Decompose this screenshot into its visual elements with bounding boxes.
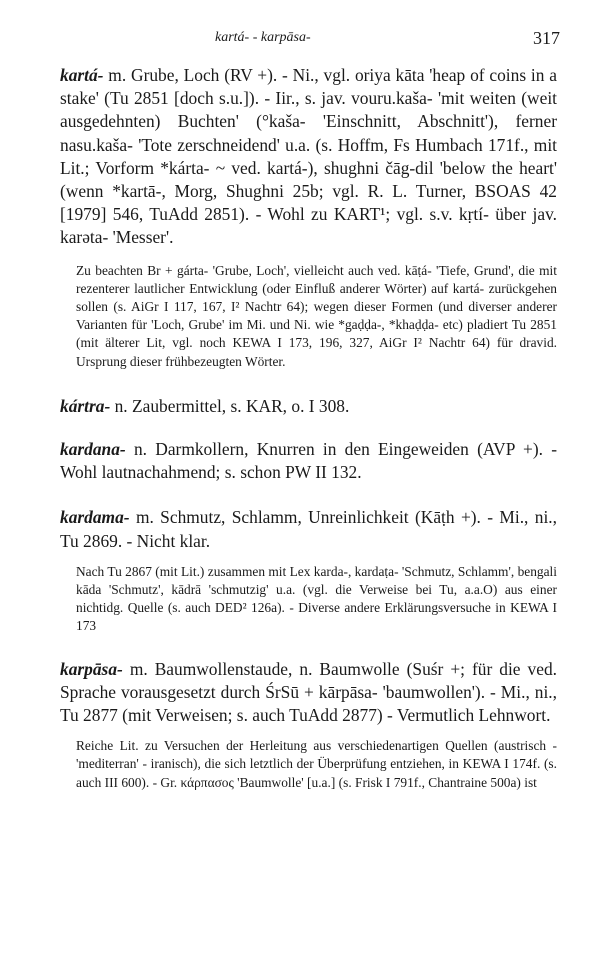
page-header	[60, 30, 560, 54]
entry-text: m. Grube, Loch (RV +). - Ni., vgl. oriya kāta 'heap of coins in a stake' (Tu 2851 [doch s.u.]). - Iir., s. jav. vouru.kaša- 'mit weiten (weit ausgedehnten) Buchten' (°kaša- 'Einschnitt, Abschnitt'), ferner nasu.kaša- 'Tote zerschneidend' u.a. (s. Hoffm, Fs Humbach 171f., mit Lit.; Vorform *kárta- ~ ved. kartá-), shughni čāg-dil 'below the heart' (wenn *kartā-, Morg, Shughni 25b; vgl. R. L. Turner, BSOAS 42 [1979] 546, TuAdd 2851). - Wohl zu KART¹; vgl. s.v. kṛtí- über jav. karəta- 'Messer'.	[60, 65, 557, 248]
entry-text: n. Darmkollern, Knurren in den Eingeweiden (AVP +). - Wohl lautnachahmend; s. schon PW II 132.	[60, 439, 557, 483]
entry-lemma: karpāsa-	[60, 658, 123, 679]
entry-body	[60, 64, 557, 250]
entry-lemma: kártra-	[60, 395, 111, 416]
running-head: kartá- - karpāsa-	[215, 30, 311, 45]
entry-note: Nach Tu 2867 (mit Lit.) zusammen mit Lex karda-, kardaṭa- 'Schmutz, Schlamm', bengali kāda 'Schmutz', kādrā 'schmutzig' u.a. (vgl. die Verweise bei Tu, a.a.O) aus einer nichtidg. Quelle (s. auch DED² 126a). - Diverse andere Erklärungsversuche in KEWA I 173	[76, 563, 557, 634]
entry-lemma: kartá-	[60, 65, 104, 85]
entry-text: m. Baumwollenstaude, n. Baumwolle (Suśr +; für die ved. Sprache vorausgesetzt durch ŚrSū + kārpāsa- 'baumwollen'). - Mi., ni., Tu 2877 (mit Verweisen; s. auch TuAdd 2877) - Vermutlich Lehnwort.	[60, 658, 557, 726]
entry-kartra	[60, 395, 557, 418]
entries-column	[60, 64, 557, 792]
entry-lemma: kardama-	[60, 507, 130, 528]
entry-note: Reiche Lit. zu Versuchen der Herleitung aus verschiedenartigen Quellen (austrisch - 'mediterran' - iranisch), die sich letztlich der Überprüfung entziehen, in KEWA I 174f. (s. auch III 600). - Gr. κάρπασος 'Baumwolle' [u.a.] (s. Frisk I 791f., Chantraine 500a) ist	[76, 738, 557, 790]
entry-body	[60, 395, 557, 418]
entry-text: m. Schmutz, Schlamm, Unreinlichkeit (Kāṭh +). - Mi., ni., Tu 2869. - Nicht klar.	[60, 507, 557, 551]
entry-kardana	[60, 438, 557, 484]
entry-karta	[60, 64, 557, 371]
page-number: 317	[533, 28, 560, 48]
entry-lemma: kardana-	[60, 439, 126, 460]
entry-body	[60, 506, 557, 552]
entry-karpasa	[60, 658, 557, 792]
entry-body	[60, 658, 557, 728]
entry-note: Zu beachten Br + gárta- 'Grube, Loch', vielleicht auch ved. kāṭá- 'Tiefe, Grund', die mit rezenterer lautlicher Entwicklung (oder Einfluß anderer Wörter) auf kartá- zurückgehen sollen (s. AiGr I 117, 167, I² Nachtr 64); wegen dieser Formen (und diverser anderer Varianten für 'Loch, Grube' im Mi. und Ni. wie *gaḍḍa-, *khaḍḍa- etc) pladiert Tu 2851 (mit älterer Lit, vgl. noch KEWA I 173, 196, 327, AiGr I² Nachtr 64) für dravid. Ursprung dieser frühbezeugten Wörter.	[76, 262, 557, 369]
entry-text: n. Zaubermittel, s. KAR, o. I 308.	[110, 395, 350, 416]
entry-body	[60, 438, 557, 484]
entry-kardama	[60, 506, 557, 635]
